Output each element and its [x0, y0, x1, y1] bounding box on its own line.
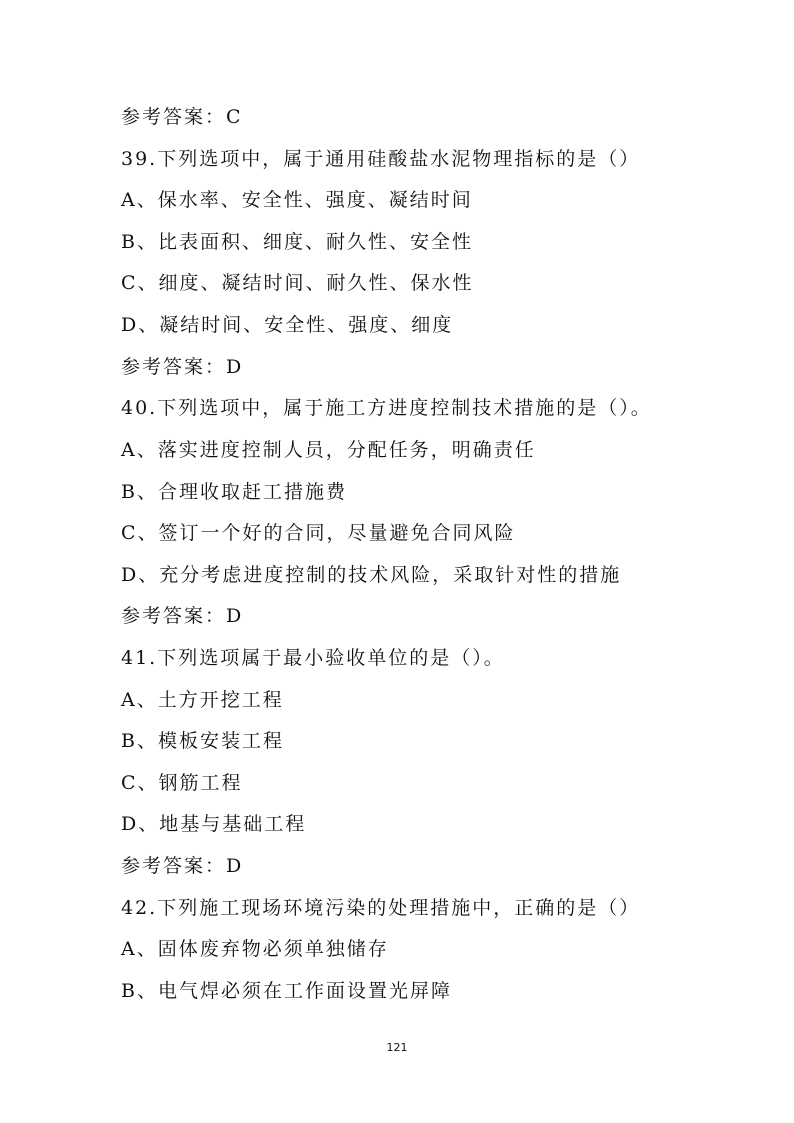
question-39-option-b: B、比表面积、细度、耐久性、安全性: [121, 231, 473, 253]
question-40-option-d: D、充分考虑进度控制的技术风险，采取针对性的措施: [121, 564, 622, 586]
question-39-option-a: A、保水率、安全性、强度、凝结时间: [121, 189, 473, 211]
question-41-option-b: B、模板安装工程: [121, 730, 284, 752]
question-40-option-c: C、签订一个好的合同，尽量避免合同风险: [121, 522, 516, 544]
answer-41: 参考答案：D: [121, 855, 244, 877]
question-39-option-c: C、细度、凝结时间、耐久性、保水性: [121, 272, 474, 294]
answer-40: 参考答案：D: [121, 605, 244, 627]
question-42-option-b: B、电气焊必须在工作面设置光屏障: [121, 980, 452, 1002]
question-41: 41.下列选项属于最小验收单位的是（）。: [121, 647, 505, 669]
question-41-option-a: A、土方开挖工程: [121, 689, 284, 711]
answer-38: 参考答案：C: [121, 106, 243, 128]
question-41-option-d: D、地基与基础工程: [121, 813, 307, 835]
page-number: 121: [386, 1041, 408, 1054]
question-42-option-a: A、固体废弃物必须单独储存: [121, 938, 389, 960]
question-42: 42.下列施工现场环境污染的处理措施中，正确的是（）: [121, 897, 641, 919]
question-40-option-a: A、落实进度控制人员，分配任务，明确责任: [121, 439, 536, 461]
question-40-option-b: B、合理收取赶工措施费: [121, 481, 347, 503]
question-41-option-c: C、钢筋工程: [121, 772, 243, 794]
question-39-option-d: D、凝结时间、安全性、强度、细度: [121, 314, 454, 336]
answer-39: 参考答案：D: [121, 356, 244, 378]
question-40: 40.下列选项中，属于施工方进度控制技术措施的是（）。: [121, 397, 652, 419]
question-39: 39.下列选项中，属于通用硅酸盐水泥物理指标的是（）: [121, 148, 641, 170]
